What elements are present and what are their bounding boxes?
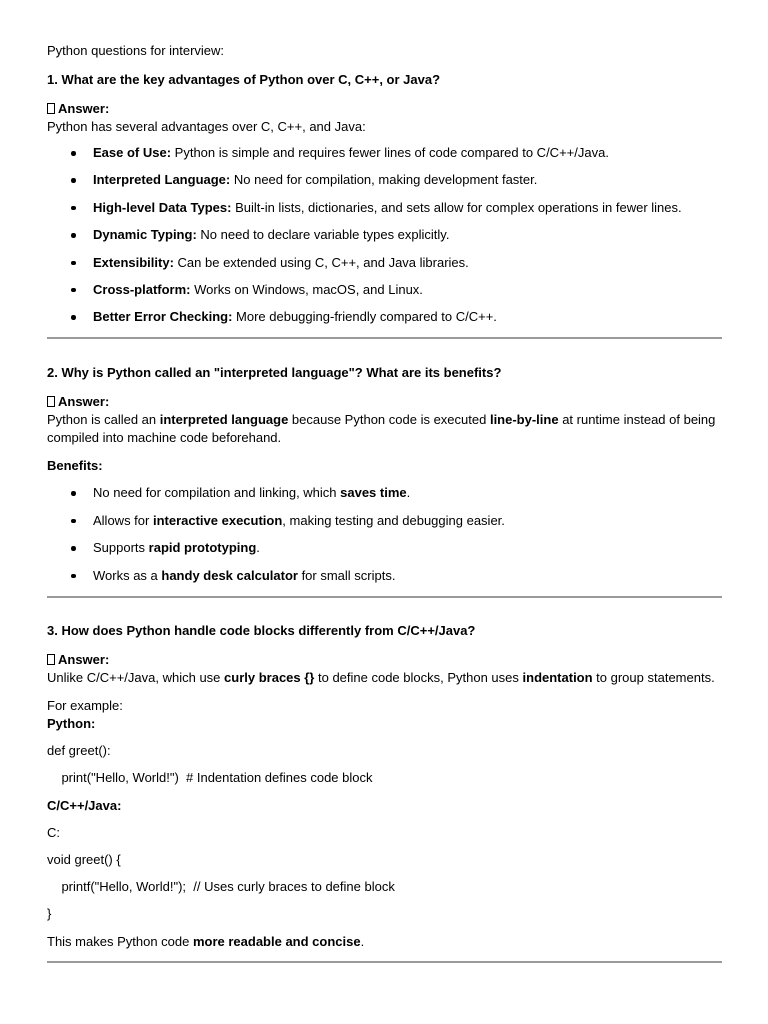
- advantages-list: [47, 144, 722, 326]
- code-line: printf("Hello, World!"); // Uses curly braces to define block: [47, 878, 395, 894]
- question-3-title: 3. How does Python handle code blocks differently from C/C++/Java?: [47, 622, 476, 638]
- list-item: Ease of Use: Python is simple and requires fewer lines of code compared to C/C++/Java.: [47, 144, 722, 162]
- question-2-answer: Python is called an interpreted language because Python code is executed line-by-line at runtime instead of being: [47, 412, 716, 428]
- benefits-list: [47, 484, 722, 584]
- question-1-title: 1. What are the key advantages of Python over C, C++, or Java?: [47, 72, 441, 87]
- for-example-text: For example:: [47, 697, 123, 713]
- closing-text: This makes Python code more readable and concise.: [47, 933, 365, 949]
- list-item: No need for compilation and linking, which saves time.: [47, 484, 722, 502]
- list-item: Dynamic Typing: No need to declare variable types explicitly.: [47, 226, 722, 244]
- intro-text: Python questions for interview:: [47, 43, 225, 58]
- list-item: High-level Data Types: Built-in lists, dictionaries, and sets allow for complex operations in fewer lines.: [47, 199, 722, 217]
- answer-label: Answer:: [47, 100, 722, 118]
- python-label: Python:: [47, 715, 96, 731]
- list-item: Works as a handy desk calculator for small scripts.: [47, 567, 722, 585]
- c-label: C/C++/Java:: [47, 797, 122, 813]
- missing-glyph-icon: [47, 654, 55, 665]
- list-item: Supports rapid prototyping.: [47, 539, 722, 557]
- list-item: Extensibility: Can be extended using C, C++, and Java libraries.: [47, 254, 722, 272]
- question-1-lead: Python has several advantages over C, C++, and Java:: [47, 119, 366, 134]
- section-divider: [47, 961, 722, 963]
- code-line: void greet() {: [47, 851, 121, 867]
- code-line: print("Hello, World!") # Indentation defines code block: [47, 769, 373, 785]
- question-2-title: 2. Why is Python called an "interpreted language"? What are its benefits?: [47, 365, 502, 381]
- question-1: [47, 71, 722, 326]
- question-2-answer-cont: compiled into machine code beforehand.: [47, 430, 282, 446]
- question-3-answer: Unlike C/C++/Java, which use curly braces {} to define code blocks, Python uses indentation to group statements.: [47, 669, 715, 685]
- list-item: Interpreted Language: No need for compilation, making development faster.: [47, 171, 722, 189]
- answer-label: Answer:: [47, 393, 722, 411]
- code-line: }: [47, 905, 52, 921]
- document-page: [47, 42, 722, 963]
- code-line: def greet():: [47, 742, 111, 758]
- missing-glyph-icon: [47, 103, 55, 114]
- list-item: Allows for interactive execution, making testing and debugging easier.: [47, 512, 722, 530]
- answer-label: Answer:: [47, 651, 722, 669]
- list-item: Cross-platform: Works on Windows, macOS, and Linux.: [47, 281, 722, 299]
- missing-glyph-icon: [47, 396, 55, 407]
- question-2: [47, 364, 722, 584]
- benefits-label: Benefits:: [47, 458, 103, 474]
- list-item: Better Error Checking: More debugging-friendly compared to C/C++.: [47, 308, 722, 326]
- question-3: [47, 622, 722, 951]
- c-sublabel: C:: [47, 824, 60, 840]
